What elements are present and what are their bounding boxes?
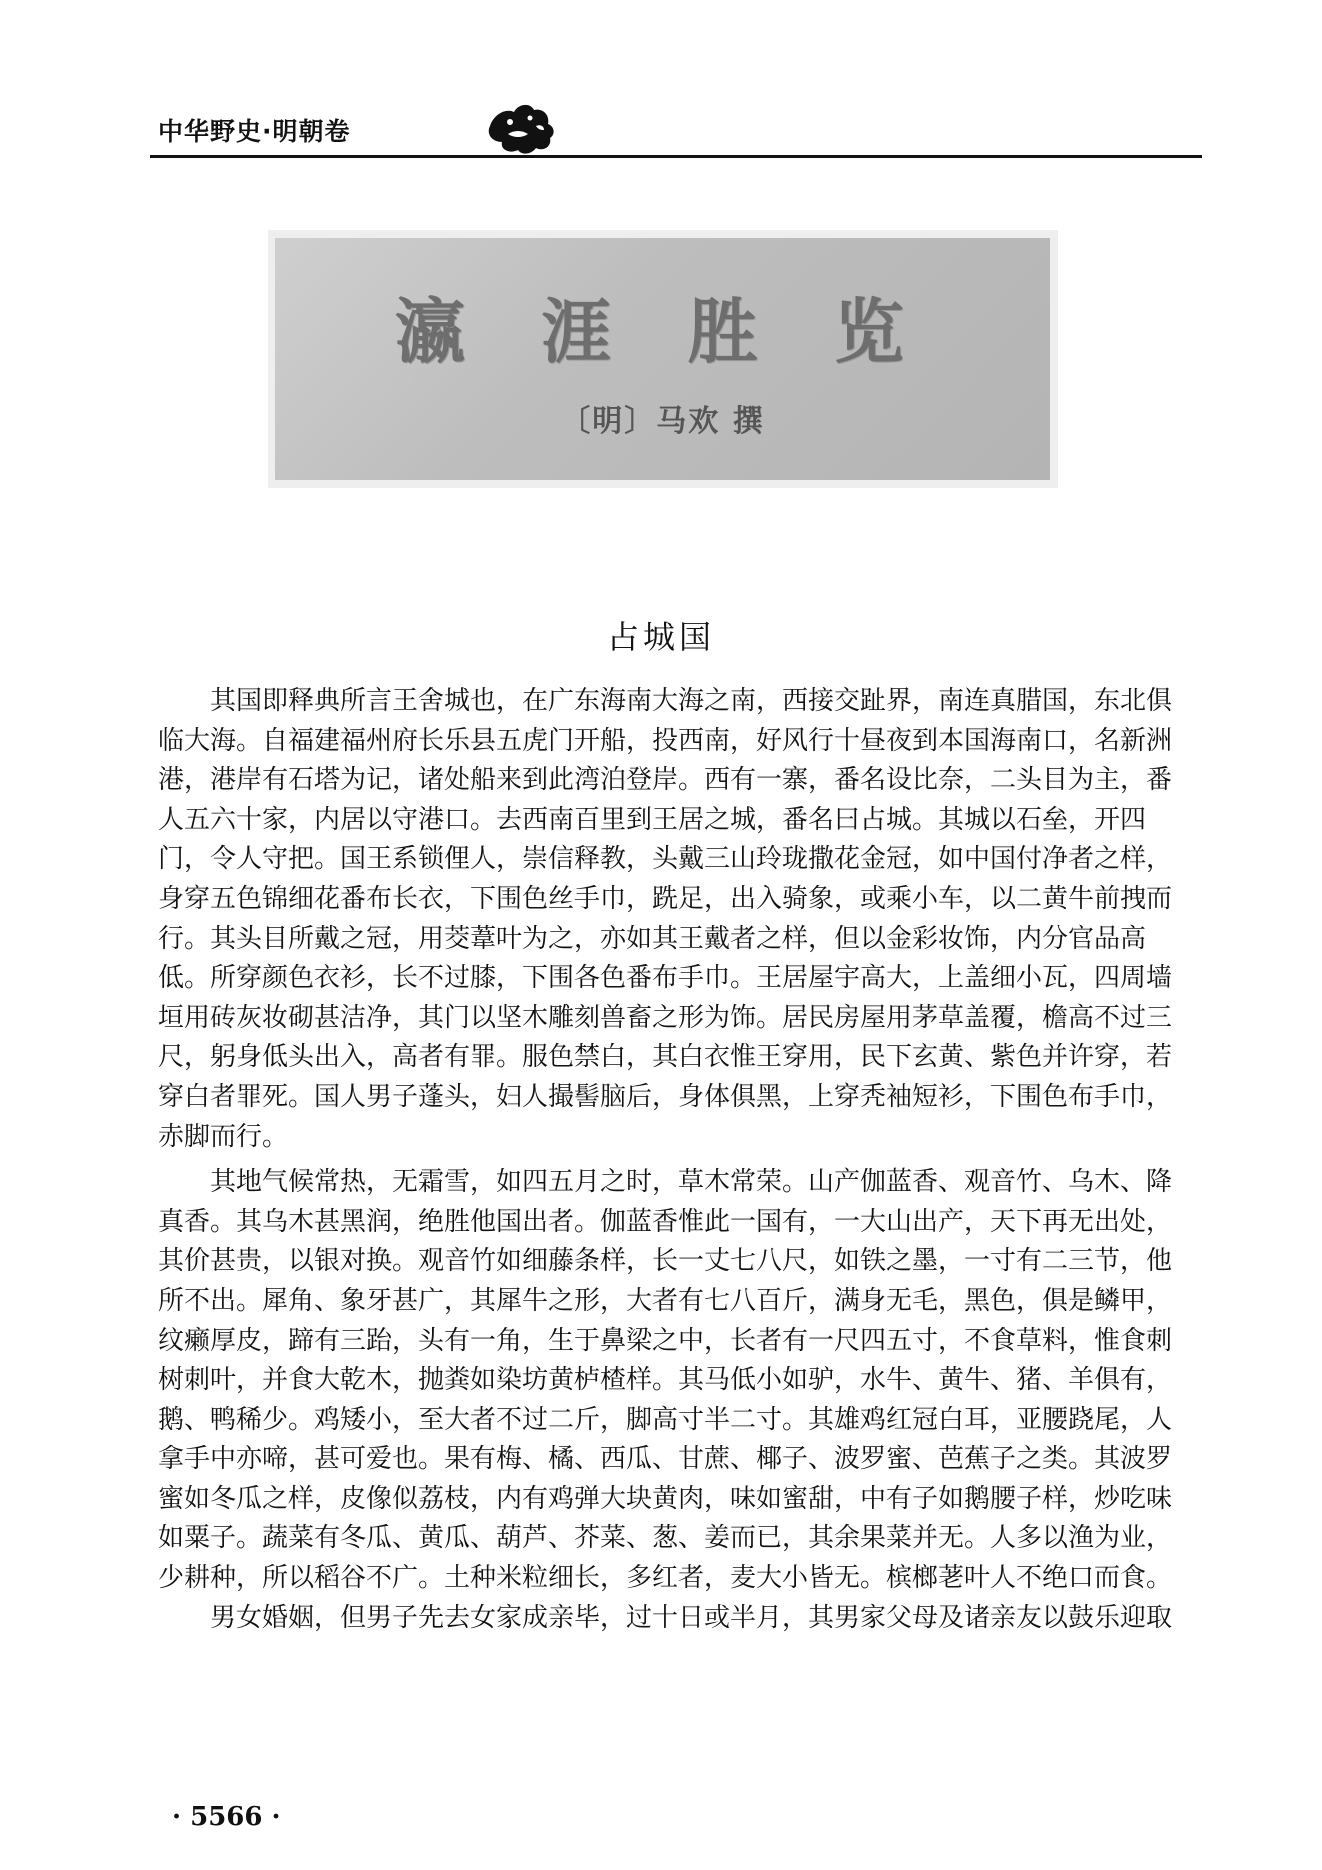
text-line: 其国即释典所言王舍城也，在广东海南大海之南，西接交趾界，南连真腊国，东北俱 xyxy=(210,686,1173,716)
body-text xyxy=(158,682,1202,1638)
text-line: 拿手中亦啼，甚可爱也。果有梅、橘、西瓜、甘蔗、椰子、波罗蜜、芭蕉子之类。其波罗 xyxy=(158,1444,1173,1475)
text-line: 真香。其乌木甚黑润，绝胜他国出者。伽蓝香惟此一国有，一大山出产，天下再无出处， xyxy=(158,1206,1173,1237)
paragraph xyxy=(158,1599,1202,1639)
text-line: 门，令人守把。国王系锁俚人，崇信释教，头戴三山玲珑撒花金冠，如中国付净者之样， xyxy=(158,844,1173,875)
text-line: 赤脚而行。 xyxy=(158,1121,289,1152)
running-head: 中华野史·明朝卷 xyxy=(158,117,351,146)
text-line: 低。所穿颜色衣衫，长不过膝，下围各色番布手巾。王居屋宇高大，上盖细小瓦，四周墙 xyxy=(158,963,1173,994)
text-line: 树刺叶，并食大乾木，抛粪如染坊黄栌楂样。其马低小如驴，水牛、黄牛、猪、羊俱有， xyxy=(158,1365,1173,1396)
text-line: 如粟子。蔬菜有冬瓜、黄瓜、葫芦、芥菜、葱、姜而已，其余果菜并无。人多以渔为业， xyxy=(158,1523,1173,1554)
text-line: 蜜如冬瓜之样，皮像似荔枝，内有鸡弹大块黄肉，味如蜜甜，中有子如鹅腰子样，炒吃味 xyxy=(158,1483,1173,1514)
text-line: 垣用砖灰妆砌甚洁净，其门以坚木雕刻兽畜之形为饰。居民房屋用茅草盖覆，檐高不过三 xyxy=(158,1002,1173,1033)
dragon-icon xyxy=(480,96,558,158)
text-line: 其价甚贵，以银对换。观音竹如细藤条样，长一丈七八尺，如铁之墨，一寸有二三节，他 xyxy=(158,1246,1173,1277)
text-line: 身穿五色锦细花番布长衣，下围色丝手巾，跣足，出入骑象，或乘小车，以二黄牛前拽而 xyxy=(158,883,1173,914)
text-line: 所不出。犀角、象牙甚广，其犀牛之形，大者有七八百斤，满身无毛，黑色，俱是鳞甲， xyxy=(158,1285,1173,1316)
text-line: 少耕种，所以稻谷不广。土种米粒细长，多红者，麦大小皆无。槟榔荖叶人不绝口而食。 xyxy=(158,1563,1173,1594)
text-line: 行。其头目所戴之冠，用茭葦叶为之，亦如其王戴者之样，但以金彩妆饰，内分官品高 xyxy=(158,923,1147,954)
text-line: 其地气候常热，无霜雪，如四五月之时，草木常荣。山产伽蓝香、观音竹、乌木、降 xyxy=(210,1167,1173,1198)
text-line: 穿白者罪死。国人男子蓬头，妇人撮髻脑后，身体俱黑，上穿秃袖短衫，下围色布手巾， xyxy=(158,1081,1173,1112)
paragraph xyxy=(158,1163,1202,1599)
text-line: 男女婚姻，但男子先去女家成亲毕，过十日或半月，其男家父母及诸亲友以鼓乐迎取 xyxy=(210,1602,1173,1633)
text-line: 临大海。自福建福州府长乐县五虎门开船，投西南，好风行十昼夜到本国海南口，名新洲 xyxy=(158,725,1173,756)
text-line: 人五六十家，内居以守港口。去西南百里到王居之城，番名曰占城。其城以石垒，开四 xyxy=(158,804,1147,835)
header-rule xyxy=(150,155,1202,158)
text-line: 尺，躬身低头出入，高者有罪。服色禁白，其白衣惟王穿用，民下玄黄、紫色并许穿，若 xyxy=(158,1042,1173,1073)
title-block xyxy=(275,238,1050,480)
paragraph xyxy=(158,682,1202,1157)
section-title: 占城国 xyxy=(606,618,715,656)
page-number: · 5566 · xyxy=(172,1802,281,1832)
text-line: 鹅、鸭稀少。鸡矮小，至大者不过二斤，脚高寸半二寸。其雄鸡红冠白耳，亚腰跷尾，人 xyxy=(158,1404,1173,1435)
book-title: 瀛 涯 胜 览 xyxy=(394,290,931,373)
text-line: 纹癞厚皮，蹄有三跆，头有一角，生于鼻梁之中，长者有一尺四五寸，不食草料，惟食刺 xyxy=(158,1325,1173,1356)
author-byline: 〔明〕马欢 撰 xyxy=(560,404,765,439)
text-line: 港，港岸有石塔为记，诸处船来到此湾泊登岸。西有一寨，番名设比奈，二头目为主，番 xyxy=(158,765,1173,796)
